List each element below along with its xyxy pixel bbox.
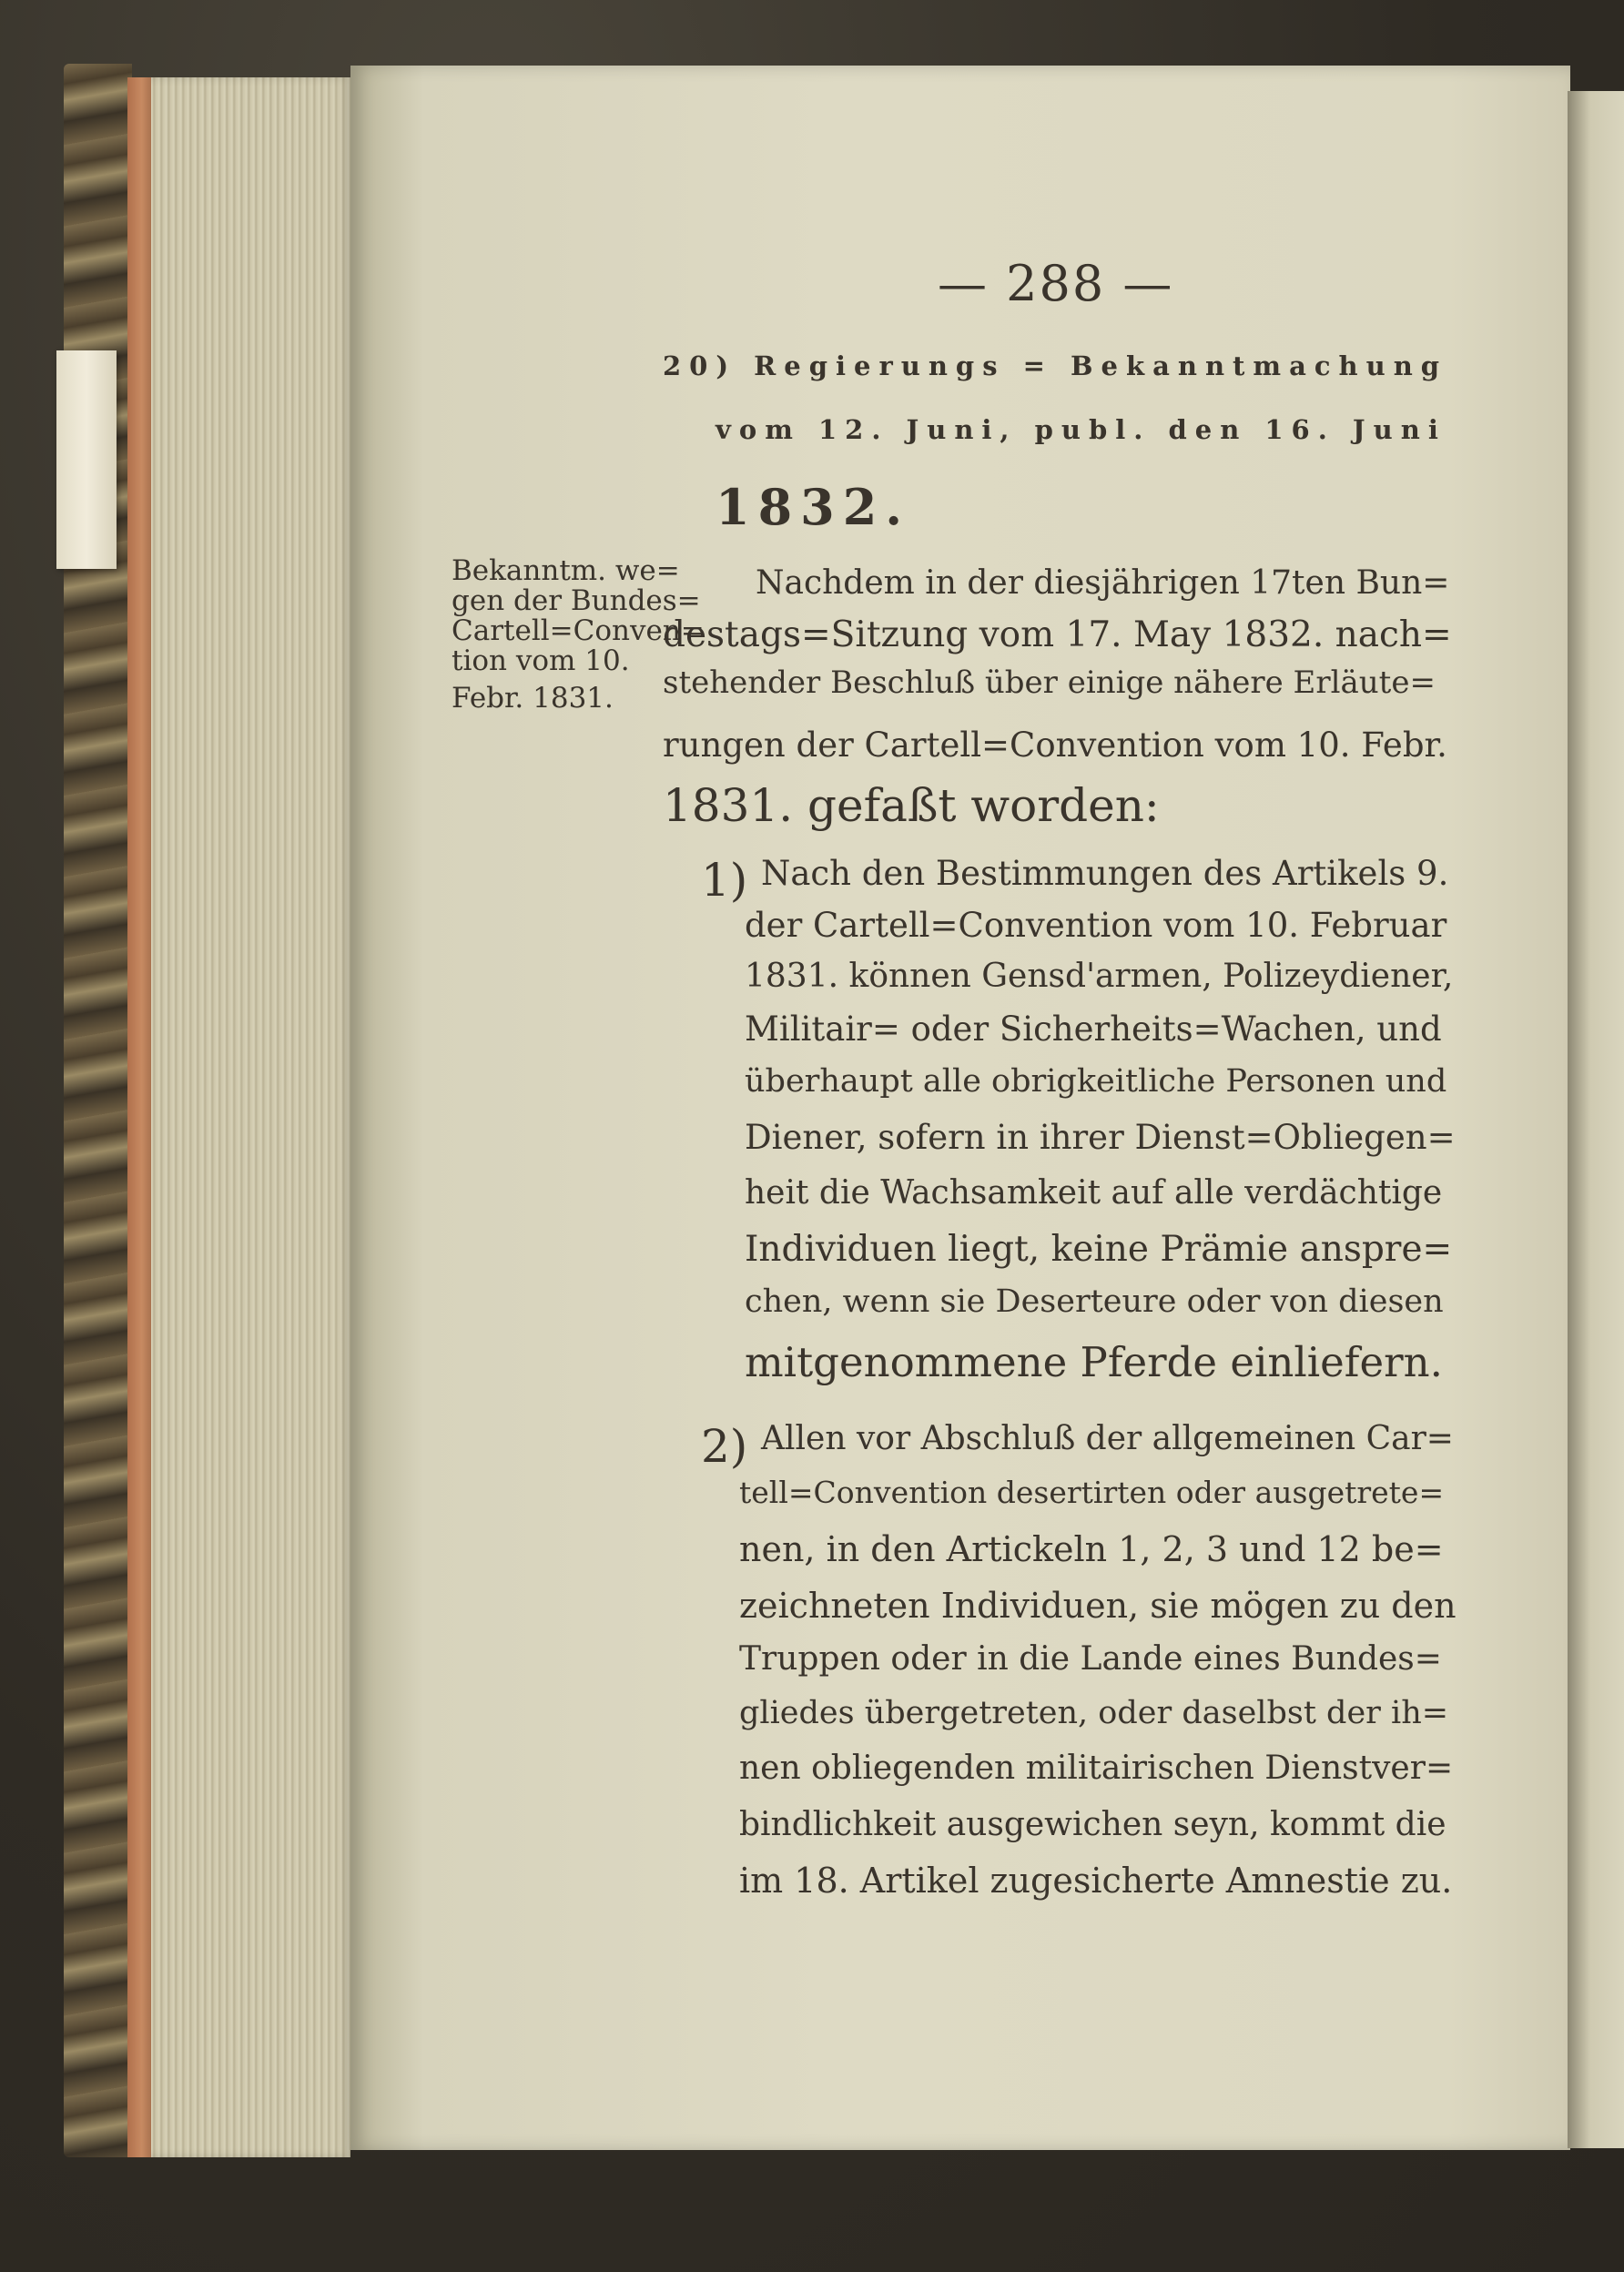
item-2-line-9: im 18. Artikel zugesicherte Amnestie zu. — [739, 1861, 1453, 1901]
margin-note-line-1: Bekanntm. we= — [452, 554, 680, 587]
item-2-number: 2) — [701, 1420, 748, 1473]
item-1-line-7: heit die Wachsamkeit auf alle verdächtige — [745, 1174, 1443, 1212]
heading-line-3: 1832. — [716, 478, 911, 536]
item-2-line-2: tell=Convention desertirten oder ausgetrete= — [739, 1475, 1445, 1510]
item-1-line-5: überhaupt alle obrigkeitliche Personen und — [745, 1063, 1447, 1100]
item-1-line-8: Individuen liegt, keine Prämie anspre= — [745, 1229, 1453, 1270]
item-1-number: 1) — [701, 854, 748, 907]
intro-line-3: stehender Beschluß über einige nähere Erläute= — [663, 664, 1436, 701]
heading-line-1: 20) Regierungs = Bekanntmachung — [663, 350, 1448, 381]
item-1-line-6: Diener, sofern in ihrer Dienst=Obliegen= — [745, 1118, 1456, 1157]
page-number: — 288 — — [938, 255, 1174, 312]
intro-line-5: 1831. gefaßt worden: — [663, 779, 1160, 832]
item-2-line-6: gliedes übergetreten, oder daselbst der ih= — [739, 1695, 1449, 1731]
page-edges — [127, 77, 350, 2157]
item-2-line-3: nen, in den Artickeln 1, 2, 3 und 12 be= — [739, 1529, 1444, 1569]
item-1-line-4: Militair= oder Sicherheits=Wachen, und — [745, 1009, 1442, 1049]
bookmark-tab — [56, 350, 117, 569]
intro-line-2: destags=Sitzung vom 17. May 1832. nach= — [663, 614, 1452, 655]
item-1-line-10: mitgenommene Pferde einliefern. — [745, 1338, 1443, 1386]
item-1-line-9: chen, wenn sie Deserteure oder von diesen — [745, 1283, 1444, 1320]
item-2-line-7: nen obliegenden militairischen Dienstver= — [739, 1750, 1454, 1787]
margin-note-line-4: tion vom 10. — [452, 644, 630, 677]
page-edges-red — [127, 77, 151, 2157]
margin-note-line-5: Febr. 1831. — [452, 682, 614, 715]
item-1-line-3: 1831. können Gensd'armen, Polizeydiener, — [745, 958, 1454, 995]
item-2-line-1: Allen vor Abschluß der allgemeinen Car= — [761, 1420, 1454, 1457]
next-page-edge — [1568, 91, 1624, 2148]
margin-note-line-2: gen der Bundes= — [452, 584, 701, 617]
item-2-line-8: bindlichkeit ausgewichen seyn, kommt die — [739, 1806, 1446, 1843]
margin-note-line-3: Cartell=Conven= — [452, 614, 705, 647]
heading-line-2: vom 12. Juni, publ. den 16. Juni — [716, 414, 1446, 445]
intro-line-1: Nachdem in der diesjährigen 17ten Bun= — [756, 564, 1450, 602]
item-2-line-4: zeichneten Individuen, sie mögen zu den — [739, 1586, 1457, 1626]
item-1-line-2: der Cartell=Convention vom 10. Februar — [745, 906, 1447, 945]
item-1-line-1: Nach den Bestimmungen des Artikels 9. — [761, 854, 1449, 893]
intro-line-4: rungen der Cartell=Convention vom 10. Febr. — [663, 725, 1447, 765]
item-2-line-5: Truppen oder in die Lande eines Bundes= — [739, 1640, 1442, 1678]
